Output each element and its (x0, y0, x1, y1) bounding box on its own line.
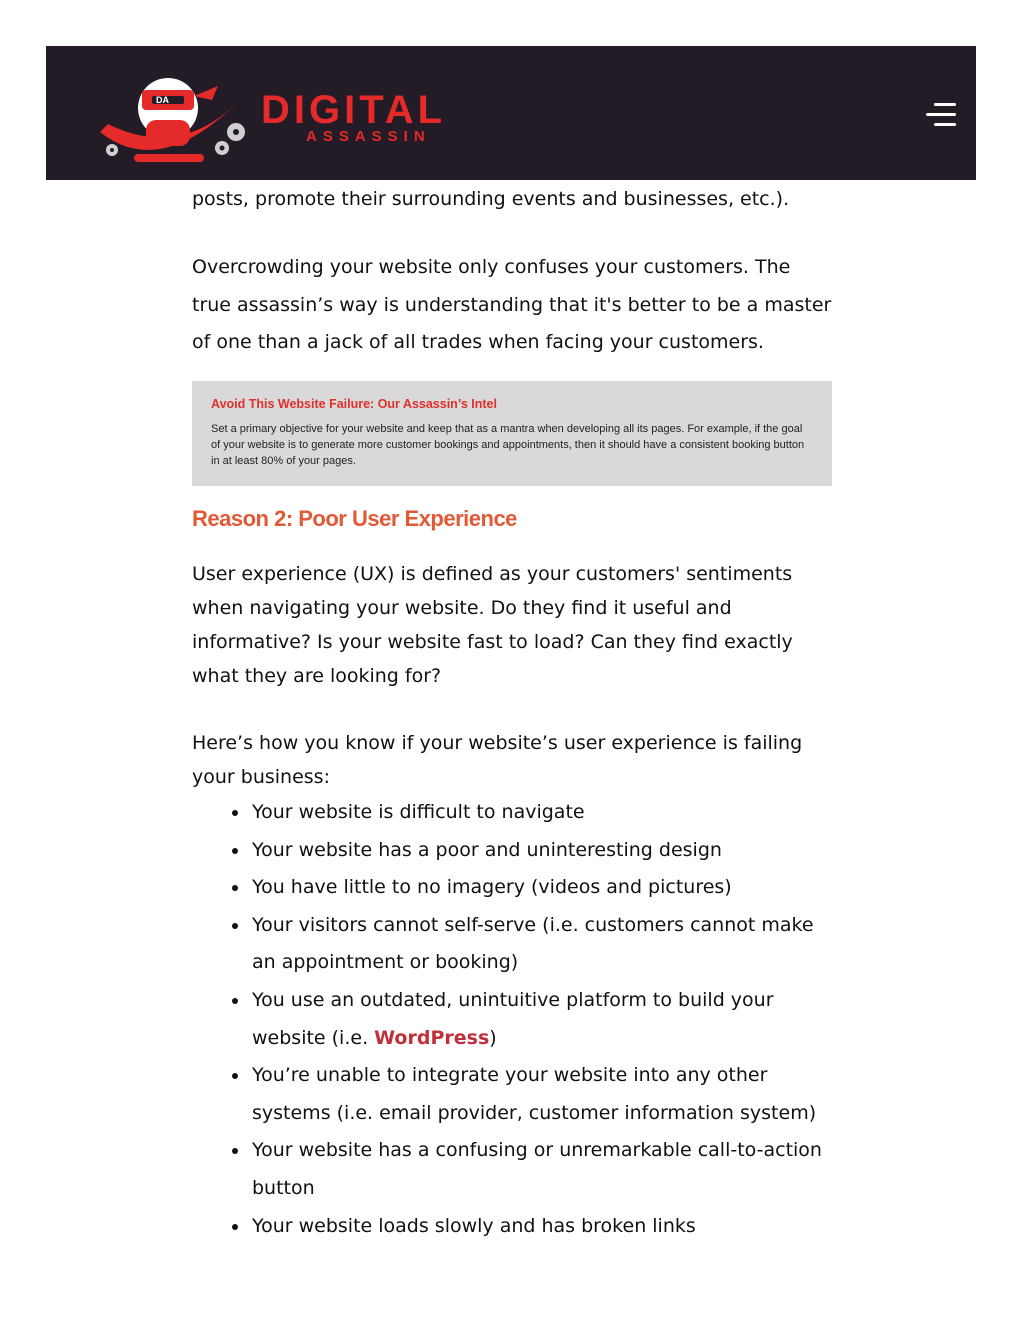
logo-badge: DA (156, 95, 169, 105)
ninja-logo-icon[interactable] (90, 60, 260, 170)
section-heading: Reason 2: Poor User Experience (192, 506, 517, 531)
paragraph-list-intro: Here’s how you know if your website’s user experience is failing your business: (192, 732, 803, 788)
logo-subtitle: ASSASSIN (306, 128, 431, 145)
logo-title[interactable]: DIGITAL (261, 88, 447, 132)
wordpress-link[interactable]: WordPress (374, 1026, 490, 1049)
list-item: Your visitors cannot self-serve (i.e. customers cannot make an appointment or booking) (252, 907, 832, 982)
hamburger-menu-icon[interactable] (926, 103, 960, 127)
list-item: Your website has a confusing or unremarkable call-to-action button (252, 1132, 832, 1207)
list-item: Your website loads slowly and has broken links (252, 1208, 832, 1246)
list-item: Your website is difficult to navigate (252, 794, 832, 832)
site-header (46, 46, 976, 180)
intel-text: Set a primary objective for your website and keep that as a mantra when developing all its pages. For example, if the goal of your website is to generate more customer bookings and appointments, then it should have a consistent booking button in at least 80% of your pages. (211, 423, 805, 467)
paragraph-ux-definition: User experience (UX) is defined as your customers' sentiments when navigating your website. Do they find it useful and informative? Is your website fast to load? Can they find exactly what they are looking for? (192, 563, 793, 687)
assassin-intel-box (192, 381, 832, 486)
list-item (252, 982, 832, 1057)
list-item-suffix: ) (489, 1026, 497, 1049)
paragraph-overcrowding: Overcrowding your website only confuses your customers. The true assassin’s way is understanding that it's better to be a master of one than a jack of all trades when facing your customers. (192, 256, 832, 353)
list-item-text: You use an outdated, unintuitive platform to build your website (i.e. (252, 988, 774, 1049)
ux-failure-list (192, 794, 832, 1245)
list-item: Your website has a poor and uninteresting design (252, 832, 832, 870)
intel-title: Avoid This Website Failure: Our Assassin’s Intel (211, 397, 497, 411)
paragraph-fragment: posts, promote their surrounding events and businesses, etc.). (192, 188, 790, 210)
list-item: You’re unable to integrate your website into any other systems (i.e. email provider, customer information system) (252, 1057, 832, 1132)
list-item: You have little to no imagery (videos and pictures) (252, 869, 832, 907)
